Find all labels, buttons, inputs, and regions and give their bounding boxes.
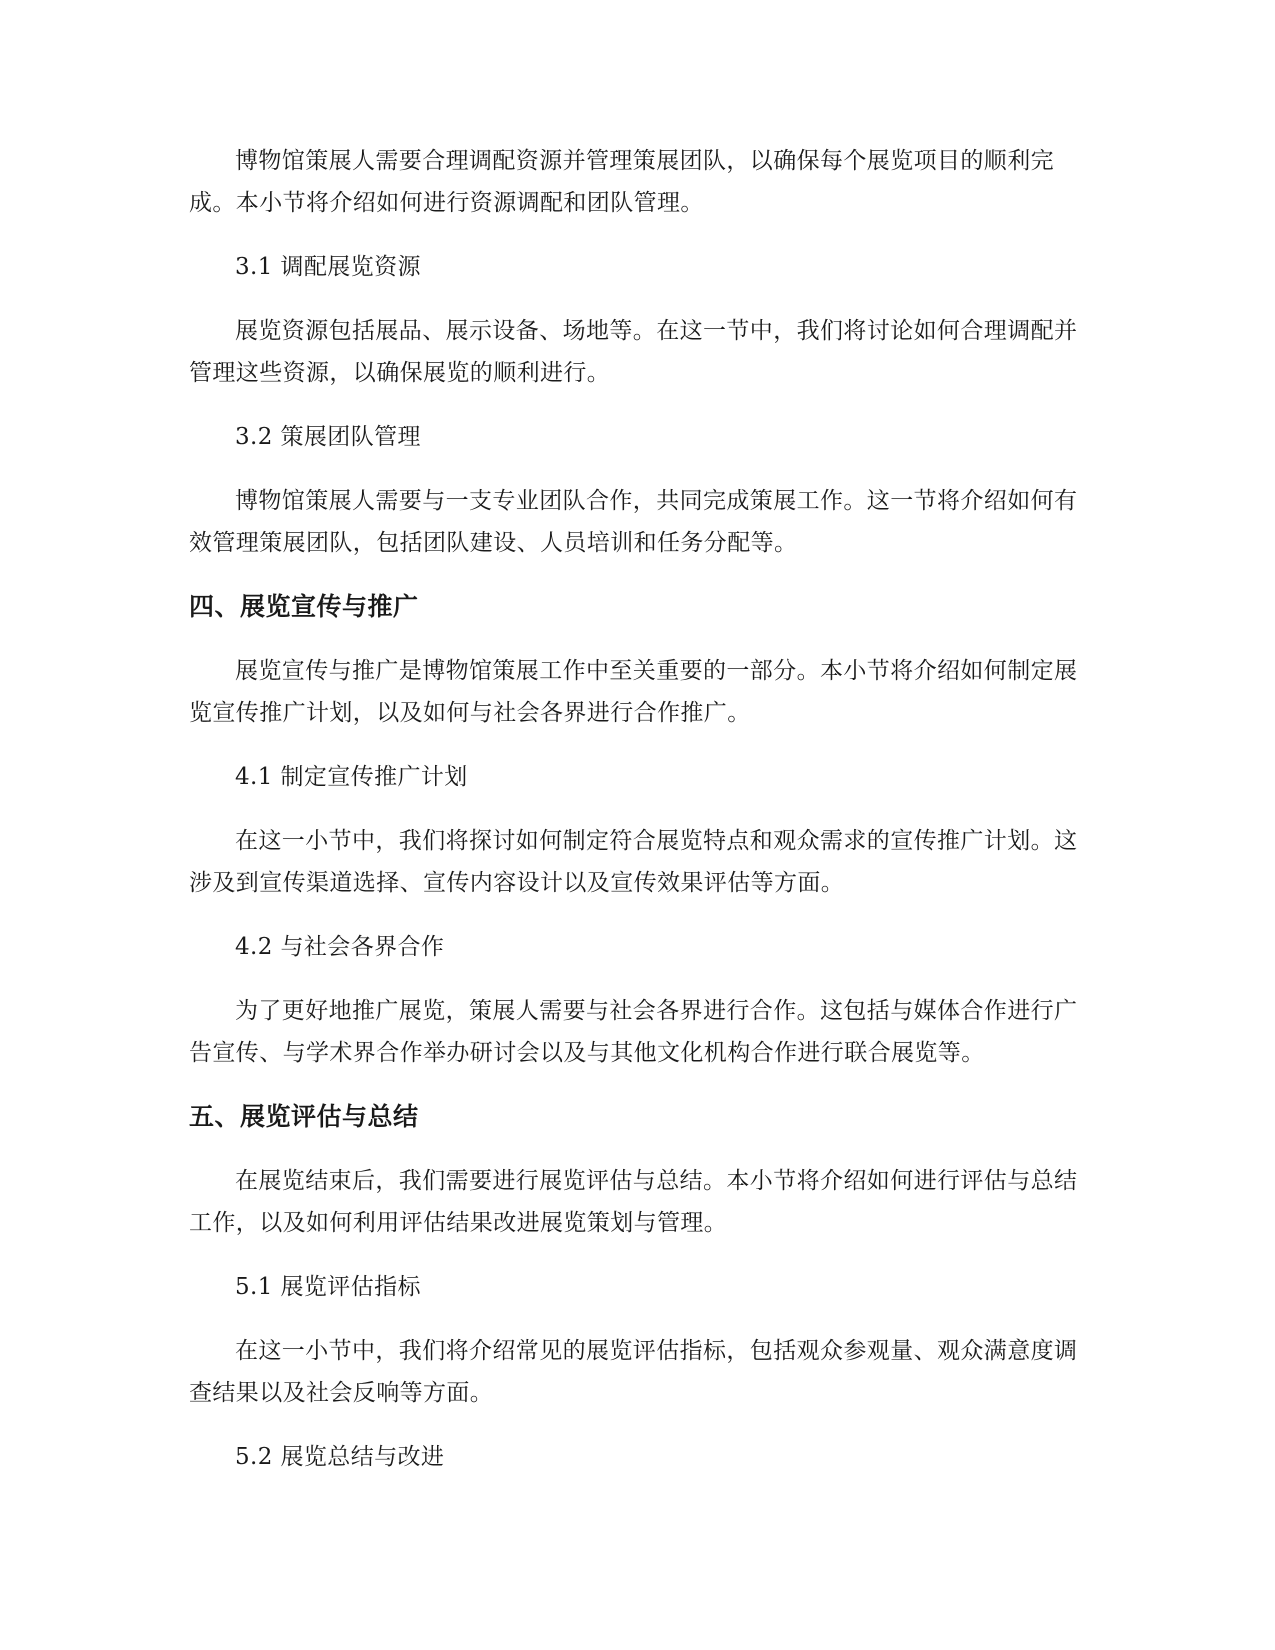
subheading-3-2: 3.2 策展团队管理 (235, 424, 421, 450)
subheading-4-1: 4.1 制定宣传推广计划 (235, 764, 468, 790)
paragraph-team-management: 博物馆策展人需要与一支专业团队合作，共同完成策展工作。这一节将介绍如何有效管理策展团队，包括团队建设、人员培训和任务分配等。 (189, 488, 1078, 556)
subheading-3-1: 3.1 调配展览资源 (235, 254, 421, 280)
subheading-4-2: 4.2 与社会各界合作 (235, 934, 445, 960)
section-heading-4: 四、展览宣传与推广 (189, 592, 419, 621)
paragraph-cooperation: 为了更好地推广展览，策展人需要与社会各界进行合作。这包括与媒体合作进行广告宣传、与学术界合作举办研讨会以及与其他文化机构合作进行联合展览等。 (189, 998, 1078, 1066)
paragraph-resource-team-intro: 博物馆策展人需要合理调配资源并管理策展团队，以确保每个展览项目的顺利完成。本小节将介绍如何进行资源调配和团队管理。 (189, 148, 1054, 216)
subheading-5-1: 5.1 展览评估指标 (235, 1274, 421, 1300)
section-heading-5: 五、展览评估与总结 (189, 1102, 419, 1131)
subheading-5-2: 5.2 展览总结与改进 (235, 1444, 445, 1470)
document-page (189, 140, 1089, 1500)
paragraph-promotion-intro: 展览宣传与推广是博物馆策展工作中至关重要的一部分。本小节将介绍如何制定展览宣传推广计划，以及如何与社会各界进行合作推广。 (189, 658, 1078, 726)
paragraph-promotion-plan: 在这一小节中，我们将探讨如何制定符合展览特点和观众需求的宣传推广计划。这涉及到宣传渠道选择、宣传内容设计以及宣传效果评估等方面。 (189, 828, 1078, 896)
paragraph-resource-allocation: 展览资源包括展品、展示设备、场地等。在这一节中，我们将讨论如何合理调配并管理这些资源，以确保展览的顺利进行。 (189, 318, 1078, 386)
paragraph-evaluation-intro: 在展览结束后，我们需要进行展览评估与总结。本小节将介绍如何进行评估与总结工作，以及如何利用评估结果改进展览策划与管理。 (189, 1168, 1078, 1236)
paragraph-evaluation-metrics: 在这一小节中，我们将介绍常见的展览评估指标，包括观众参观量、观众满意度调查结果以及社会反响等方面。 (189, 1338, 1078, 1406)
